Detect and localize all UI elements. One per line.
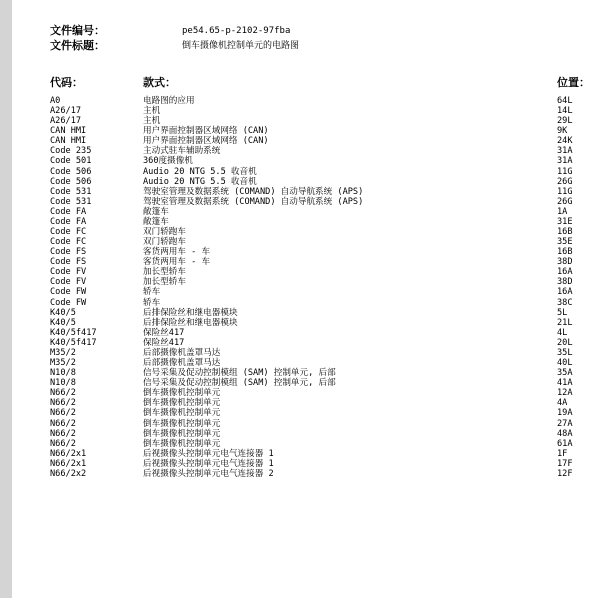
row-position: 1F [557, 448, 568, 459]
row-code: N66/2 [50, 428, 76, 439]
row-description: 信号采集及促动控制模组 (SAM) 控制单元, 后部 [143, 378, 336, 389]
row-description: 敞篷车 [143, 216, 169, 227]
file-number-label: 文件编号： [50, 24, 105, 37]
row-position: 31A [557, 146, 573, 157]
row-description: 后排保险丝和继电器模块 [143, 317, 238, 328]
row-description: 客货两用车 - 车 [143, 247, 211, 258]
table-row [0, 368, 601, 378]
row-position: 16A [557, 267, 573, 278]
row-position: 19A [557, 408, 573, 419]
row-description: 双门轿跑车 [143, 237, 186, 248]
row-description: 后视摄像头控制单元电气连接器 1 [143, 448, 274, 459]
table-row [0, 388, 601, 398]
table-row [0, 298, 601, 308]
row-code: Code 531 [50, 196, 92, 207]
row-code: Code 531 [50, 186, 92, 197]
row-code: A26/17 [50, 116, 82, 127]
file-title-label: 文件标题： [50, 39, 105, 52]
row-description: 后视摄像头控制单元电气连接器 1 [143, 458, 274, 469]
row-code: N66/2 [50, 418, 76, 429]
row-position: 11G [557, 186, 573, 197]
row-description: 双门轿跑车 [143, 227, 186, 238]
row-description: 后排保险丝和继电器模块 [143, 307, 238, 318]
row-position: 20L [557, 337, 573, 348]
row-position: 35L [557, 347, 573, 358]
table-row [0, 156, 601, 166]
row-description: 客货两用车 - 车 [143, 257, 211, 268]
row-position: 4L [557, 327, 568, 338]
row-code: N66/2x2 [50, 468, 87, 479]
row-code: Code FS [50, 257, 87, 268]
component-table [0, 96, 601, 479]
table-row [0, 358, 601, 368]
table-row [0, 187, 601, 197]
row-position: 40L [557, 358, 573, 369]
row-code: N66/2x1 [50, 448, 87, 459]
row-description: 信号采集及促动控制模组 (SAM) 控制单元, 后部 [143, 368, 336, 379]
row-description: 轿车 [143, 297, 161, 308]
row-description: Audio 20 NTG 5.5 收音机 [143, 166, 257, 177]
row-code: Code FV [50, 277, 87, 288]
file-title-value: 倒车摄像机控制单元的电路图 [182, 41, 300, 51]
row-description: 主动式驻车辅助系统 [143, 146, 221, 157]
row-code: N66/2 [50, 438, 76, 449]
table-row [0, 348, 601, 358]
row-position: 64L [557, 96, 573, 106]
row-description: 后视摄像头控制单元电气连接器 2 [143, 468, 274, 479]
row-description: 驾驶室管理及数据系统 (COMAND) 自动导航系统 (APS) [143, 196, 364, 207]
row-position: 9K [557, 126, 568, 137]
row-code: Code FA [50, 206, 87, 217]
row-description: 保险丝417 [143, 327, 185, 338]
row-position: 11G [557, 166, 573, 177]
row-code: N10/8 [50, 378, 76, 389]
row-position: 12F [557, 468, 573, 479]
row-description: 360度摄像机 [143, 156, 193, 167]
table-row [0, 398, 601, 408]
row-code: N10/8 [50, 368, 76, 379]
table-row [0, 247, 601, 257]
row-description: 电路图的应用 [143, 96, 195, 106]
table-row [0, 419, 601, 429]
row-description: 后部摄像机盖罩马达 [143, 347, 221, 358]
row-description: 保险丝417 [143, 337, 185, 348]
row-code: Code FS [50, 247, 87, 258]
table-row [0, 146, 601, 156]
row-description: 主机 [143, 116, 161, 127]
file-number-value: pe54.65-p-2102-97fba [182, 26, 291, 36]
table-row [0, 96, 601, 106]
row-position: 38D [557, 277, 573, 288]
table-row [0, 136, 601, 146]
row-description: 用户界面控制器区域网络 (CAN) [143, 126, 269, 137]
row-position: 38C [557, 297, 573, 308]
row-description: 用户界面控制器区域网络 (CAN) [143, 136, 269, 147]
pos-column-header: 位置： [557, 76, 590, 89]
row-description: 倒车摄像机控制单元 [143, 418, 221, 429]
table-row [0, 257, 601, 267]
row-position: 29L [557, 116, 573, 127]
code-column-header: 代码： [50, 76, 83, 89]
row-code: N66/2 [50, 408, 76, 419]
row-position: 31A [557, 156, 573, 167]
row-description: 加长型轿车 [143, 267, 186, 278]
table-row [0, 287, 601, 297]
row-code: Code 235 [50, 146, 92, 157]
row-position: 16B [557, 247, 573, 258]
row-position: 21L [557, 317, 573, 328]
row-code: K40/5 [50, 317, 76, 328]
table-row [0, 449, 601, 459]
row-code: Code 506 [50, 176, 92, 187]
table-row [0, 217, 601, 227]
row-position: 1A [557, 206, 568, 217]
row-code: Code FC [50, 227, 87, 238]
row-description: 倒车摄像机控制单元 [143, 408, 221, 419]
row-position: 12A [557, 388, 573, 399]
row-description: 后部摄像机盖罩马达 [143, 358, 221, 369]
row-code: Code FW [50, 297, 87, 308]
row-code: M35/2 [50, 358, 76, 369]
desc-column-header: 款式： [143, 76, 176, 89]
table-row [0, 338, 601, 348]
row-code: CAN HMI [50, 126, 87, 137]
table-row [0, 126, 601, 136]
row-position: 26G [557, 176, 573, 187]
table-row [0, 227, 601, 237]
table-row [0, 459, 601, 469]
row-code: A0 [50, 96, 61, 106]
table-row [0, 408, 601, 418]
row-description: 倒车摄像机控制单元 [143, 398, 221, 409]
row-position: 48A [557, 428, 573, 439]
row-description: 轿车 [143, 287, 161, 298]
row-description: 倒车摄像机控制单元 [143, 438, 221, 449]
row-description: 倒车摄像机控制单元 [143, 388, 221, 399]
row-position: 35E [557, 237, 573, 248]
row-description: 敞篷车 [143, 206, 169, 217]
row-position: 31E [557, 216, 573, 227]
table-row [0, 237, 601, 247]
row-position: 35A [557, 368, 573, 379]
table-row [0, 318, 601, 328]
row-code: Code 506 [50, 166, 92, 177]
row-position: 16B [557, 227, 573, 238]
row-position: 14L [557, 106, 573, 117]
row-code: N66/2x1 [50, 458, 87, 469]
row-position: 38D [557, 257, 573, 268]
row-code: K40/5f417 [50, 327, 97, 338]
row-code: N66/2 [50, 398, 76, 409]
table-row [0, 177, 601, 187]
table-row [0, 197, 601, 207]
table-row [0, 116, 601, 126]
table-row [0, 328, 601, 338]
row-description: 主机 [143, 106, 161, 117]
row-position: 41A [557, 378, 573, 389]
row-position: 16A [557, 287, 573, 298]
row-description: 加长型轿车 [143, 277, 186, 288]
row-code: CAN HMI [50, 136, 87, 147]
row-code: A26/17 [50, 106, 82, 117]
row-code: N66/2 [50, 388, 76, 399]
table-row [0, 106, 601, 116]
table-row [0, 277, 601, 287]
row-code: K40/5f417 [50, 337, 97, 348]
row-position: 26G [557, 196, 573, 207]
table-row [0, 267, 601, 277]
row-description: 倒车摄像机控制单元 [143, 428, 221, 439]
table-row [0, 308, 601, 318]
row-code: M35/2 [50, 347, 76, 358]
table-row [0, 439, 601, 449]
table-row [0, 378, 601, 388]
row-code: Code FW [50, 287, 87, 298]
row-position: 24K [557, 136, 573, 147]
row-position: 27A [557, 418, 573, 429]
row-code: Code FC [50, 237, 87, 248]
table-row [0, 207, 601, 217]
row-code: K40/5 [50, 307, 76, 318]
row-code: Code FA [50, 216, 87, 227]
row-code: Code FV [50, 267, 87, 278]
row-description: 驾驶室管理及数据系统 (COMAND) 自动导航系统 (APS) [143, 186, 364, 197]
row-position: 61A [557, 438, 573, 449]
table-row [0, 429, 601, 439]
table-row [0, 167, 601, 177]
row-description: Audio 20 NTG 5.5 收音机 [143, 176, 257, 187]
row-position: 4A [557, 398, 568, 409]
row-code: Code 501 [50, 156, 92, 167]
table-row [0, 469, 601, 479]
row-position: 17F [557, 458, 573, 469]
row-position: 5L [557, 307, 568, 318]
